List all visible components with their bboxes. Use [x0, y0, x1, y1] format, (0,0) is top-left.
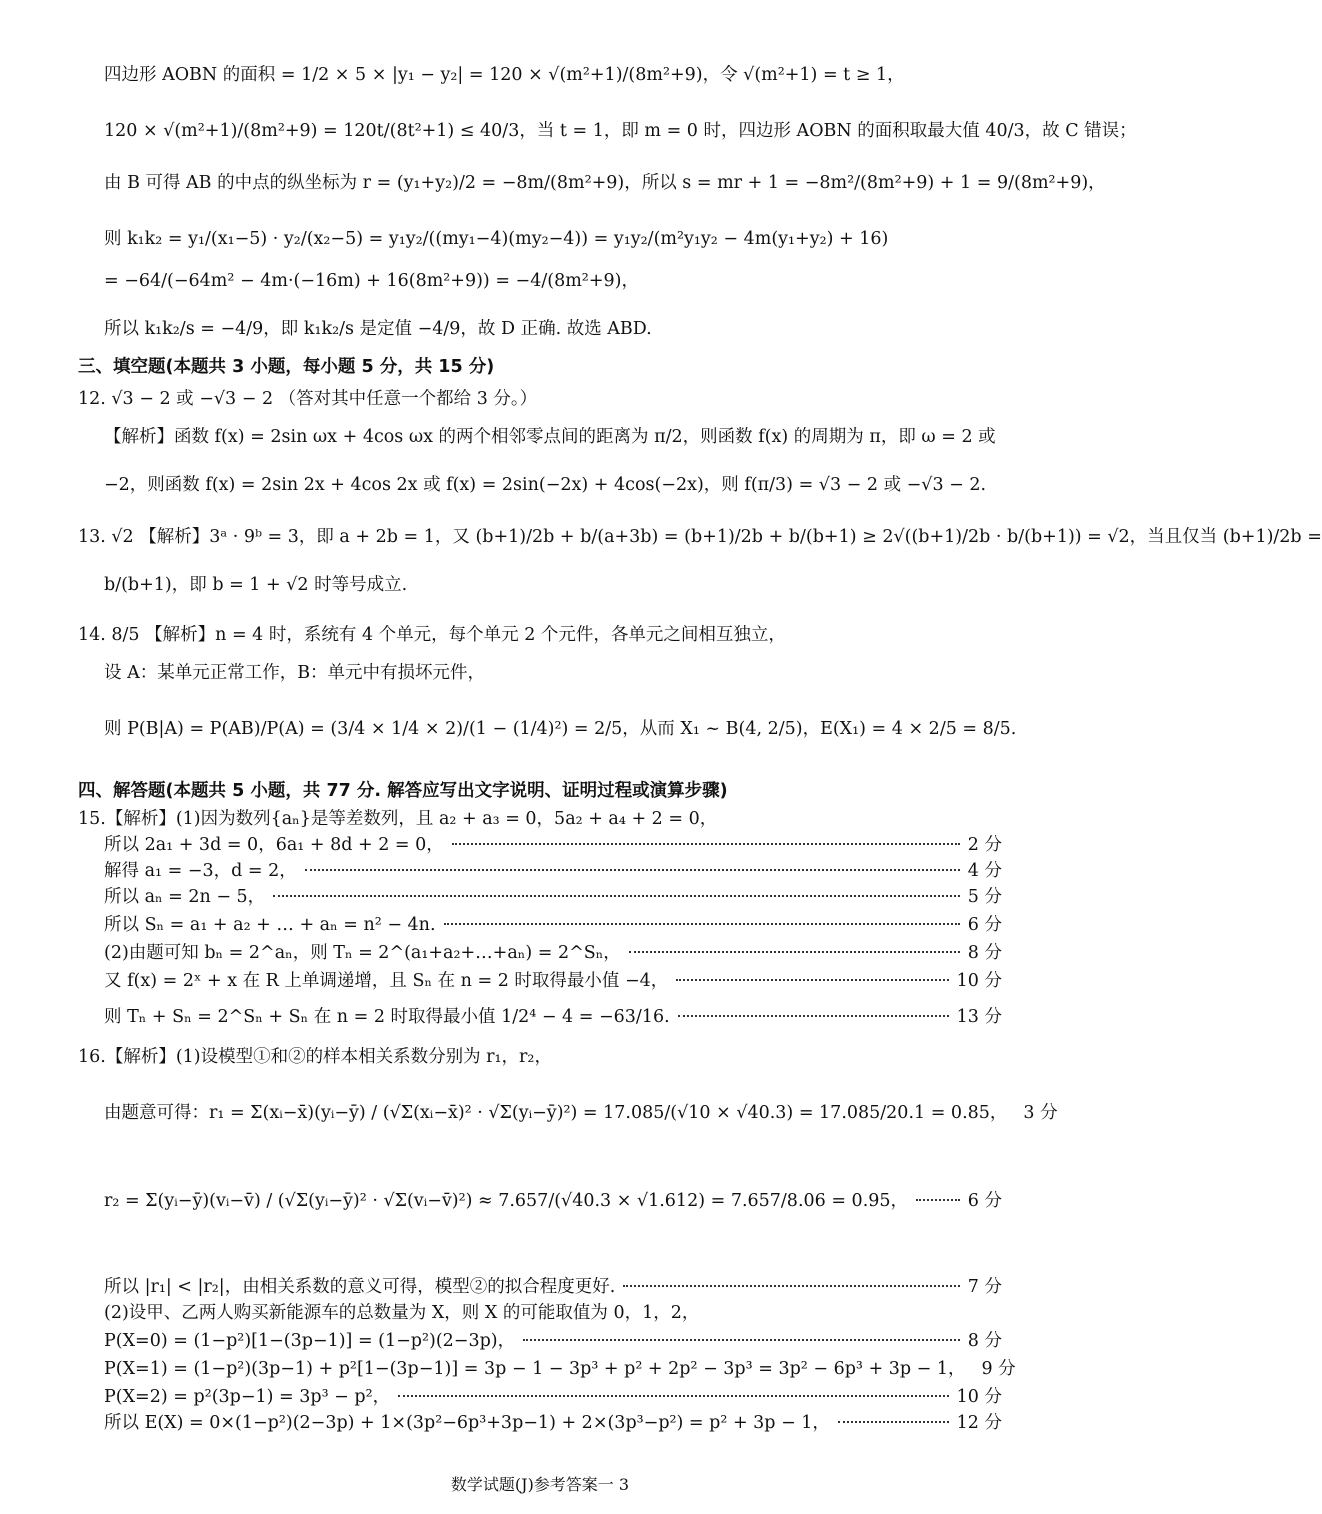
scored-line	[104, 968, 1002, 994]
scored-line	[104, 1328, 1002, 1354]
line-text: 所以 E(X) = 0×(1−p²)(2−3p) + 1×(3p²−6p³+3p−1) + 2×(3p³−p²) = p² + 3p − 1，	[104, 1413, 830, 1433]
line-text: P(X=1) = (1−p²)(3p−1) + p²[1−(3p−1)] = 3p − 1 − 3p³ + p² + 2p² − 3p³ = 3p² − 6p³ + 3p − 1，	[104, 1359, 966, 1379]
score-label: 7 分	[967, 1277, 1002, 1297]
section-heading: 三、填空题(本题共 3 小题，每小题 5 分，共 15 分)	[78, 357, 495, 377]
text-line: 15.【解析】(1)因为数列{aₙ}是等差数列，且 a₂ + a₃ = 0，5a₂ + a₄ + 2 = 0，	[78, 809, 718, 829]
scored-line	[104, 858, 1002, 884]
line-text: 所以 aₙ = 2n − 5，	[104, 887, 266, 907]
text-line: 则 k₁k₂ = y₁/(x₁−5) · y₂/(x₂−5) = y₁y₂/((my₁−4)(my₂−4)) = y₁y₂/(m²y₁y₂ − 4m(y₁+y₂) + 16)	[104, 229, 889, 249]
score-label: 3 分	[1023, 1103, 1058, 1123]
score-label: 8 分	[967, 1331, 1002, 1351]
line-text: 所以 |r₁| < |r₂|，由相关系数的意义可得，模型②的拟合程度更好.	[104, 1277, 616, 1297]
scored-line	[104, 1384, 1002, 1410]
line-text: 解得 a₁ = −3，d = 2，	[104, 861, 297, 881]
score-label: 6 分	[967, 1191, 1002, 1211]
scored-line	[104, 832, 1002, 858]
text-line: 14. 8/5 【解析】n = 4 时，系统有 4 个单元，每个单元 2 个元件，各单元之间相互独立，	[78, 625, 786, 645]
score-label: 4 分	[967, 861, 1002, 881]
line-text: (2)由题可知 bₙ = 2^aₙ，则 Tₙ = 2^(a₁+a₂+…+aₙ) = 2^Sₙ，	[104, 943, 621, 963]
line-text: 由题意可得：r₁ = Σ(xᵢ−x̄)(yᵢ−ȳ) / (√Σ(xᵢ−x̄)² · √Σ(yᵢ−ȳ)²) = 17.085/(√10 × √40.3) = 17.085/20.1 = 0.85，	[104, 1103, 1008, 1123]
text-line: b/(b+1)，即 b = 1 + √2 时等号成立.	[104, 575, 408, 595]
scored-line	[104, 1274, 1002, 1300]
text-line: 则 P(B|A) = P(AB)/P(A) = (3/4 × 1/4 × 2)/(1 − (1/4)²) = 2/5，从而 X₁ ~ B(4, 2/5)，E(X₁) = 4 × 2/5 = 8/5.	[104, 719, 1017, 739]
scored-line	[104, 1100, 1058, 1126]
text-line: 所以 k₁k₂/s = −4/9，即 k₁k₂/s 是定值 −4/9，故 D 正确. 故选 ABD.	[104, 319, 652, 339]
text-line: (2)设甲、乙两人购买新能源车的总数量为 X，则 X 的可能取值为 0，1，2，	[104, 1303, 700, 1323]
score-label: 10 分	[956, 1387, 1002, 1407]
text-line: 设 A：某单元正常工作，B：单元中有损坏元件，	[104, 663, 486, 683]
text-line: 四边形 AOBN 的面积 = 1/2 × 5 × |y₁ − y₂| = 120 × √(m²+1)/(8m²+9)，令 √(m²+1) = t ≥ 1，	[104, 65, 905, 85]
text-line: 16.【解析】(1)设模型①和②的样本相关系数分别为 r₁，r₂，	[78, 1047, 552, 1067]
text-line: 由 B 可得 AB 的中点的纵坐标为 r = (y₁+y₂)/2 = −8m/(8m²+9)，所以 s = mr + 1 = −8m²/(8m²+9) + 1 = 9/(8m²+9)，	[104, 173, 1106, 193]
line-text: 所以 2a₁ + 3d = 0，6a₁ + 8d + 2 = 0，	[104, 835, 444, 855]
text-line: 13. √2 【解析】3ᵃ · 9ᵇ = 3，即 a + 2b = 1，又 (b+1)/2b + b/(a+3b) = (b+1)/2b + b/(b+1) ≥ 2√((b+1)/2b · b/(b+1)) = √2，当且仅当 (b+1)/2b =	[78, 527, 1322, 547]
score-label: 13 分	[956, 1007, 1002, 1027]
score-label: 2 分	[967, 835, 1002, 855]
scored-line	[104, 1356, 1016, 1382]
line-text: P(X=2) = p²(3p−1) = 3p³ − p²，	[104, 1387, 391, 1407]
text-line: = −64/(−64m² − 4m·(−16m) + 16(8m²+9)) = −4/(8m²+9)，	[104, 271, 639, 291]
scored-line	[104, 1188, 1002, 1214]
score-label: 10 分	[956, 971, 1002, 991]
text-line: 【解析】函数 f(x) = 2sin ωx + 4cos ωx 的两个相邻零点间的距离为 π/2，则函数 f(x) 的周期为 π，即 ω = 2 或	[104, 427, 996, 447]
text-line: 12. √3 − 2 或 −√3 − 2 （答对其中任意一个都给 3 分。）	[78, 389, 538, 409]
line-text: 则 Tₙ + Sₙ = 2^Sₙ + Sₙ 在 n = 2 时取得最小值 1/2⁴ − 4 = −63/16.	[104, 1007, 670, 1027]
section-heading: 四、解答题(本题共 5 小题，共 77 分. 解答应写出文字说明、证明过程或演算步骤)	[78, 781, 728, 801]
text-line: −2，则函数 f(x) = 2sin 2x + 4cos 2x 或 f(x) = 2sin(−2x) + 4cos(−2x)，则 f(π/3) = √3 − 2 或 −√3 − 2.	[104, 475, 987, 495]
line-text: 所以 Sₙ = a₁ + a₂ + … + aₙ = n² − 4n.	[104, 915, 436, 935]
scored-line	[104, 1004, 1002, 1030]
score-label: 6 分	[967, 915, 1002, 935]
scored-line	[104, 912, 1002, 938]
line-text: 又 f(x) = 2ˣ + x 在 R 上单调递增，且 Sₙ 在 n = 2 时取得最小值 −4，	[104, 971, 669, 991]
scored-line	[104, 884, 1002, 910]
score-label: 5 分	[967, 887, 1002, 907]
score-label: 8 分	[967, 943, 1002, 963]
scored-line	[104, 940, 1002, 966]
page-footer: 数学试题(J)参考答案一 3	[450, 1475, 630, 1494]
score-label: 12 分	[956, 1413, 1002, 1433]
scored-line	[104, 1410, 1002, 1436]
score-label: 9 分	[981, 1359, 1016, 1379]
line-text: r₂ = Σ(yᵢ−ȳ)(vᵢ−v̄) / (√Σ(yᵢ−ȳ)² · √Σ(vᵢ−v̄)²) ≈ 7.657/(√40.3 × √1.612) = 7.657/8.06 = 0.95，	[104, 1191, 909, 1211]
text-line: 120 × √(m²+1)/(8m²+9) = 120t/(8t²+1) ≤ 40/3，当 t = 1，即 m = 0 时，四边形 AOBN 的面积取最大值 40/3，故 C 错误；	[104, 121, 1137, 141]
line-text: P(X=0) = (1−p²)[1−(3p−1)] = (1−p²)(2−3p)，	[104, 1331, 516, 1351]
